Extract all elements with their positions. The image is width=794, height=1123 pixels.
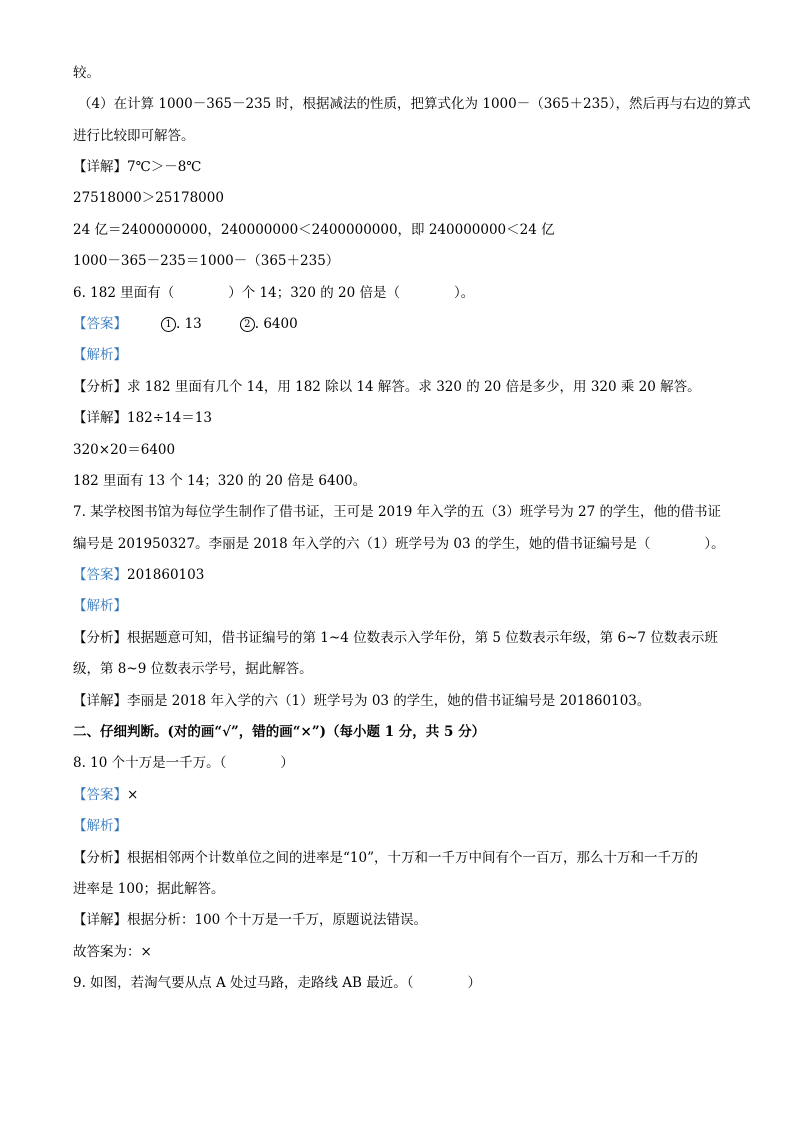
- text-line: 级，第 8~9 位数表示学号，据此解答。: [73, 661, 313, 677]
- answer-label: 【答案】: [73, 567, 127, 583]
- section-heading: 二、仔细判断。(对的画“√”，错的画“×”)（每小题 1 分，共 5 分）: [73, 724, 486, 740]
- analysis-label: 【解析】: [73, 598, 127, 614]
- text-line: 27518000＞25178000: [73, 190, 224, 206]
- analysis-label: 【解析】: [73, 347, 127, 363]
- text-line: 进行比较即可解答。: [73, 128, 195, 144]
- circled-number-2: 2: [240, 317, 255, 332]
- answer-line: [73, 786, 754, 804]
- answer-value-2: . 6400: [254, 316, 298, 332]
- text-line: 【分析】求 182 里面有几个 14，用 182 除以 14 解答。求 320 的 20 倍是多少，用 320 乘 20 解答。: [73, 379, 701, 395]
- question-6: 6. 182 里面有（ ）个 14；320 的 20 倍是（ ）。: [73, 285, 475, 301]
- text-line: 24 亿＝2400000000，240000000＜2400000000，即 240000000＜24 亿: [73, 222, 555, 238]
- circled-number-1: 1: [161, 317, 176, 332]
- text-line: 320×20＝6400: [73, 442, 176, 458]
- detail-line: 【详解】7℃＞－8℃: [73, 159, 202, 175]
- question-9: 9. 如图，若淘气要从点 A 处过马路，走路线 AB 最近。（ ）: [73, 975, 482, 991]
- answer-line: [73, 566, 754, 584]
- text-line: 故答案为：×: [73, 944, 152, 960]
- answer-label: 【答案】: [73, 316, 127, 332]
- text-line: 较。: [73, 65, 100, 81]
- answer-label: 【答案】: [73, 787, 127, 803]
- text-line: 【详解】李丽是 2018 年入学的六（1）班学号为 03 的学生，她的借书证编号是 201860103。: [73, 693, 651, 709]
- text-line: 1000－365－235＝1000－（365＋235）: [73, 253, 340, 269]
- text-line: 【分析】根据题意可知，借书证编号的第 1~4 位数表示入学年份，第 5 位数表示年级，第 6~7 位数表示班: [73, 630, 718, 646]
- text-line: （4）在计算 1000－365－235 时，根据减法的性质，把算式化为 1000－（365＋235），然后再与右边的算式: [78, 96, 751, 112]
- answer-value: 201860103: [127, 567, 205, 583]
- text-line: 【详解】182÷14＝13: [73, 410, 212, 426]
- text-line: 182 里面有 13 个 14；320 的 20 倍是 6400。: [73, 473, 367, 489]
- answer-value-1: . 13: [176, 316, 202, 332]
- question-8: 8. 10 个十万是一千万。（ ）: [73, 755, 294, 771]
- answer-value: ×: [127, 787, 139, 803]
- question-7: 7. 某学校图书馆为每位学生制作了借书证，王可是 2019 年入学的五（3）班学号为 27 的学生，他的借书证: [73, 504, 721, 520]
- answer-line: [73, 315, 754, 333]
- text-line: 【详解】根据分析：100 个十万是一千万，原题说法错误。: [73, 912, 428, 928]
- analysis-label: 【解析】: [73, 818, 127, 834]
- text-line: 编号是 201950327。李丽是 2018 年入学的六（1）班学号为 03 的学生，她的借书证编号是（ ）。: [73, 536, 725, 552]
- text-line: 【分析】根据相邻两个计数单位之间的进率是“10”，十万和一千万中间有个一百万，那么十万和一千万的: [73, 850, 698, 866]
- text-line: 进率是 100；据此解答。: [73, 881, 225, 897]
